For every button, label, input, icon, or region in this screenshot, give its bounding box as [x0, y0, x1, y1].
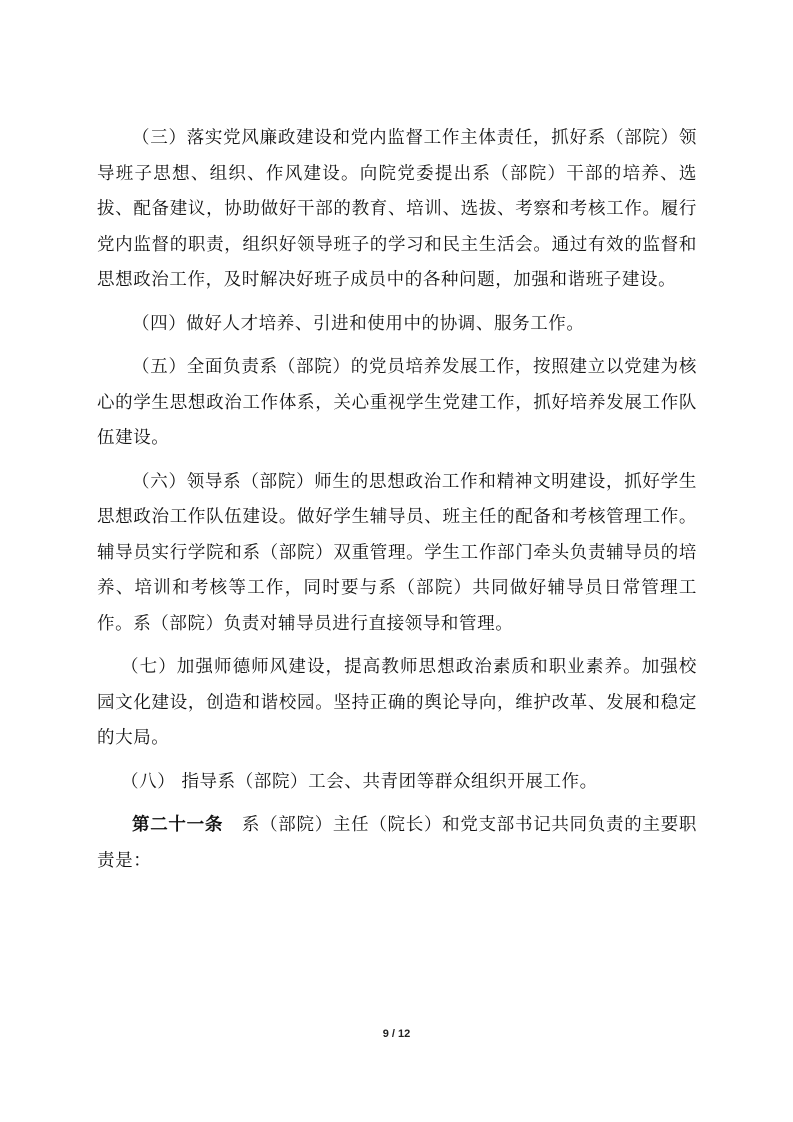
paragraph-item-4: （四）做好人才培养、引进和使用中的协调、服务工作。: [132, 313, 585, 334]
paragraph-item-7: （七）加强师德师风建设，提高教师思想政治素质和职业素养。加强校园文化建设，创造和谐校园。坚持正确的舆论导向，维护改革、发展和稳定的大局。: [97, 657, 697, 748]
paragraph-item-3: （三）落实党风廉政建设和党内监督工作主体责任，抓好系（部院）领导班子思想、组织、作风建设。向院党委提出系（部院）干部的培养、选拔、配备建议，协助做好干部的教育、培训、选拔、考察和考核工作。履行党内监督的职责，组织好领导班子的学习和民主生活会。通过有效的监督和思想政治工作，及时解决好班子成员中的各种问题，加强和谐班子建设。: [97, 128, 697, 290]
article-text: 系（部院）主任（院长）和党支部书记共同负责的主要职责是：: [97, 815, 697, 871]
document-body: [97, 121, 697, 879]
paragraph-item-6: （六）领导系（部院）师生的思想政治工作和精神文明建设，抓好学生思想政治工作队伍建设。做好学生辅导员、班主任的配备和考核管理工作。辅导员实行学院和系（部院）双重管理。学生工作部门牵头负责辅导员的培养、培训和考核等工作，同时要与系（部院）共同做好辅导员日常管理工作。系（部院）负责对辅导员进行直接领导和管理。: [97, 471, 697, 634]
article-heading: 第二十一条: [132, 815, 224, 835]
page-number: 9 / 12: [382, 1028, 411, 1040]
article-spacer: [223, 815, 242, 835]
paragraph-item-8: （八） 指导系（部院）工会、共青团等群众组织开展工作。: [121, 771, 598, 792]
article-21: [97, 808, 697, 879]
paragraph-item-5: （五）全面负责系（部院）的党员培养发展工作，按照建立以党建为核心的学生思想政治工作体系，关心重视学生党建工作，抓好培养发展工作队伍建设。: [97, 357, 697, 448]
